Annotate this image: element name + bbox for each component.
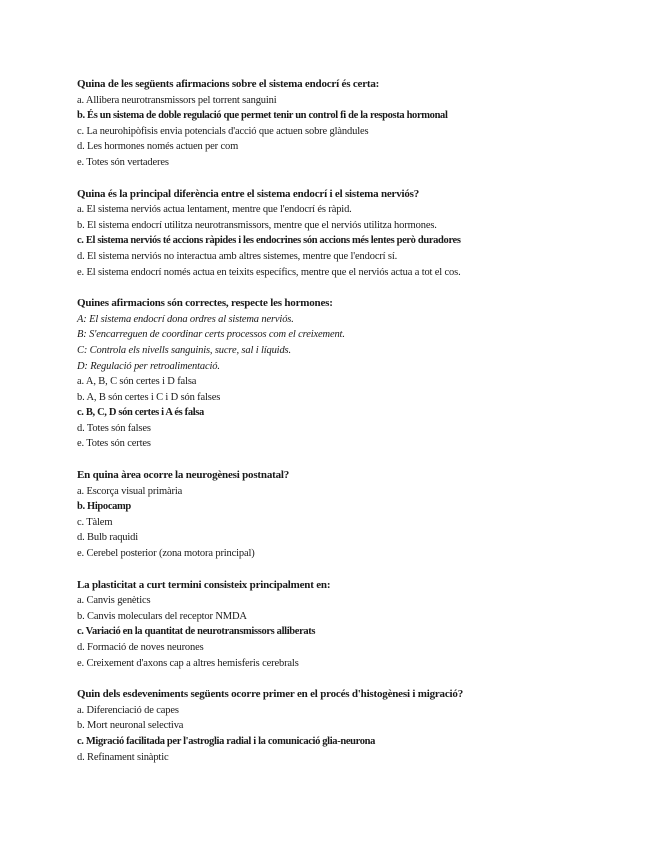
answer-option: d. Refinament sinàptic <box>77 751 169 763</box>
answer-option: d. Les hormones només actuen per com <box>77 141 239 153</box>
answer-option: d. El sistema nerviós no interactua amb altres sistemes, mentre que l'endocrí sí. <box>77 250 398 262</box>
question-title: Quina és la principal diferència entre el sistema endocrí i el sistema nerviós? <box>77 187 420 200</box>
question-block <box>77 187 637 281</box>
answer-option: b. Mort neuronal selectiva <box>77 720 184 732</box>
answer-option-correct: c. Variació en la quantitat de neurotransmissors alliberats <box>77 626 316 638</box>
question-block <box>77 468 637 562</box>
question-title: Quina de les següents afirmacions sobre el sistema endocrí és certa: <box>77 78 380 90</box>
answer-option-correct: c. Migració facilitada per l'astroglia radial i la comunicació glia-neurona <box>77 735 376 747</box>
question-block <box>77 77 637 171</box>
answer-option-correct: c. B, C, D són certes i A és falsa <box>77 407 204 419</box>
answer-option-correct: b. Hipocamp <box>77 501 131 513</box>
answer-option: c. La neurohipòfisis envia potencials d'acció que actuen sobre glàndules <box>77 125 369 137</box>
answer-option: a. Escorça visual primària <box>77 485 183 497</box>
answer-option-correct: c. El sistema nerviós té accions ràpides i les endocrines són accions més lentes però duradores <box>77 235 461 247</box>
answer-option: d. Totes són falses <box>77 422 151 434</box>
answer-option: e. Totes són certes <box>77 438 151 450</box>
answer-option: a. El sistema nerviós actua lentament, mentre que l'endocrí és ràpid. <box>77 204 352 216</box>
answer-option: e. Creixement d'axons cap a altres hemisferis cerebrals <box>77 657 299 669</box>
question-title: En quina àrea ocorre la neurogènesi postnatal? <box>77 469 290 482</box>
answer-option: a. Diferenciació de capes <box>77 704 179 716</box>
answer-option: e. El sistema endocrí només actua en teixits específics, mentre que el nerviós actua a tot el cos. <box>77 266 461 278</box>
question-block <box>77 578 637 672</box>
question-statement: C: Controla els nivells sanguinis, sucre, sal i líquids. <box>77 344 291 356</box>
question-title: Quines afirmacions són correctes, respecte les hormones: <box>77 297 333 310</box>
question-block <box>77 687 637 765</box>
answer-option: e. Cerebel posterior (zona motora principal) <box>77 548 255 560</box>
answer-option: b. A, B són certes i C i D són falses <box>77 391 221 403</box>
answer-option: d. Formació de noves neurones <box>77 642 204 653</box>
answer-option: b. Canvis moleculars del receptor NMDA <box>77 610 247 622</box>
question-statement: B: S'encarreguen de coordinar certs processos com el creixement. <box>77 329 345 341</box>
answer-option: d. Bulb raquidi <box>77 532 139 544</box>
answer-option: b. El sistema endocrí utilitza neurotransmissors, mentre que el nerviós utilitza hormones. <box>77 219 437 231</box>
question-statement: D: Regulació per retroalimentació. <box>77 360 220 372</box>
question-title: La plasticitat a curt termini consisteix principalment en: <box>77 578 331 591</box>
question-block <box>77 296 637 452</box>
question-title: Quin dels esdeveniments següents ocorre primer en el procés d'histogènesi i migració? <box>77 688 463 701</box>
answer-option: a. A, B, C són certes i D falsa <box>77 376 197 388</box>
answer-option-correct: b. És un sistema de doble regulació que permet tenir un control fi de la resposta hormonal <box>77 110 448 122</box>
answer-option: e. Totes són vertaderes <box>77 156 169 168</box>
answer-option: c. Tàlem <box>77 516 113 528</box>
answer-option: a. Canvis genètics <box>77 595 151 607</box>
quiz-document <box>77 77 637 781</box>
answer-option: a. Allibera neurotransmissors pel torrent sanguini <box>77 94 277 106</box>
question-statement: A: El sistema endocrí dona ordres al sistema nerviós. <box>77 313 294 325</box>
